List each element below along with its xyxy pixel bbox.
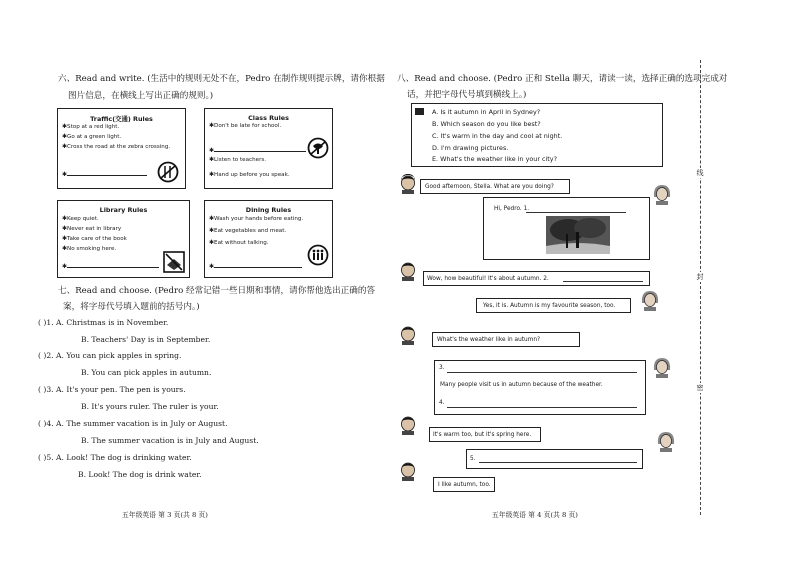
rule-blank-line[interactable]: ✱ bbox=[62, 261, 159, 273]
dialogue-bubble-2: Hi, Pedro. 1. bbox=[483, 197, 650, 260]
question-2-option-b: B. You can pick apples in autumn. bbox=[81, 368, 212, 377]
rule-item: ✱Eat without talking. bbox=[209, 239, 269, 246]
rule-item: ✱No smoking here. bbox=[62, 245, 117, 252]
option-a: A. Is it autumn in April in Sydney? bbox=[432, 108, 541, 116]
question-4-option-b: B. The summer vacation is in July and August. bbox=[81, 436, 259, 445]
pedro-avatar-icon bbox=[398, 259, 418, 281]
dialogue-bubble-7: It's warm too, but it's spring here. bbox=[429, 427, 541, 442]
dialogue-bubble-6: 3. Many people visit us in autumn because of the weather. 4. bbox=[434, 360, 646, 415]
question-3[interactable]: ( )3. A. It's your pen. The pen is yours. bbox=[38, 385, 186, 394]
rule-item: ✱Cross the road at the zebra crossing. bbox=[62, 143, 171, 150]
section6-title-line1: 六、Read and write. (生活中的规则无处不在，Pedro 在制作规则提示牌，请你根据 bbox=[58, 74, 385, 84]
section8-title-line1: 八、Read and choose. (Pedro 正和 Stella 聊天，请读一读，选择正确的选项完成对 bbox=[397, 74, 728, 84]
options-box bbox=[411, 103, 663, 167]
question-2[interactable]: ( )2. A. You can pick apples in spring. bbox=[38, 351, 182, 360]
rule-blank-line[interactable]: ✱ bbox=[209, 261, 302, 273]
dialogue-bubble-3: Wow, how beautiful! It's about autumn. 2. bbox=[423, 271, 650, 286]
no-eating-sign-icon bbox=[157, 161, 179, 183]
question-4[interactable]: ( )4. A. The summer vacation is in July or August. bbox=[38, 419, 228, 428]
pedro-avatar-icon bbox=[398, 323, 418, 345]
class-rules-title: Class Rules bbox=[248, 114, 289, 122]
autumn-tree-picture bbox=[546, 216, 610, 254]
rule-item: ✱Don't be late for school. bbox=[209, 122, 282, 129]
stella-avatar-icon bbox=[656, 430, 676, 452]
library-rules-box bbox=[57, 200, 190, 278]
dialogue-bubble-1: Good afternoon, Stella. What are you doing? bbox=[420, 179, 570, 194]
section7-title-line2: 案，将字母代号填入题前的括号内。) bbox=[63, 302, 200, 312]
pedro-avatar-icon bbox=[398, 459, 418, 481]
pedro-avatar-icon bbox=[398, 413, 418, 435]
library-rules-title: Library Rules bbox=[99, 206, 148, 214]
traffic-rules-title: Traffic(交通) Rules bbox=[90, 115, 153, 123]
pedro-avatar-icon bbox=[398, 172, 418, 194]
binding-char: 密 bbox=[696, 384, 704, 392]
rule-item: ✱Hand up before you speak. bbox=[209, 171, 290, 178]
rule-item: ✱Go at a green light. bbox=[62, 133, 122, 140]
option-d: D. I'm drawing pictures. bbox=[432, 144, 509, 152]
stella-avatar-icon bbox=[652, 183, 672, 205]
traffic-rules-box bbox=[57, 108, 186, 189]
dialogue-bubble-8: 5. bbox=[466, 449, 643, 469]
section8-title-line2: 话，并把字母代号填到横线上。) bbox=[407, 90, 527, 100]
stella-avatar-icon bbox=[652, 356, 672, 378]
question-1[interactable]: ( )1. A. Christmas is in November. bbox=[38, 318, 169, 327]
rule-item: ✱Listen to teachers. bbox=[209, 156, 267, 163]
option-b: B. Which season do you like best? bbox=[432, 120, 541, 128]
rule-item: ✱Never eat in library bbox=[62, 225, 122, 232]
section7-title-line1: 七、Read and choose. (Pedro 经常记错一些日期和事情，请你帮他选出正确的答 bbox=[58, 286, 376, 296]
stella-avatar-icon bbox=[640, 289, 660, 311]
no-food-sign-icon bbox=[307, 137, 329, 159]
question-1-option-b: B. Teachers' Day is in September. bbox=[81, 335, 211, 344]
dialogue-bubble-4: Yes, it is. Autumn is my favourite season, too. bbox=[476, 298, 631, 313]
question-3-option-b: B. It's yours ruler. The ruler is your. bbox=[81, 402, 219, 411]
dialogue-bubble-5: What's the weather like in autumn? bbox=[432, 332, 580, 347]
options-marker-icon bbox=[415, 108, 424, 115]
rule-item: ✱Wash your hands before eating. bbox=[209, 215, 304, 222]
question-5[interactable]: ( )5. A. Look! The dog is drinking water. bbox=[38, 453, 192, 462]
rule-item: ✱Eat vegetables and meat. bbox=[209, 227, 287, 234]
binding-dashed-line bbox=[700, 60, 701, 515]
rule-blank-line[interactable]: ✱ bbox=[209, 145, 306, 157]
rule-blank-line[interactable]: ✱ bbox=[62, 169, 147, 181]
dining-rules-box bbox=[204, 200, 333, 278]
rule-item: ✱Take care of the book bbox=[62, 235, 127, 242]
binding-char: 线 bbox=[696, 169, 704, 177]
question-5-option-b: B. Look! The dog is drink water. bbox=[78, 470, 202, 479]
footer-left: 五年级英语 第 3 页(共 8 页) bbox=[122, 511, 208, 519]
class-rules-box bbox=[204, 108, 333, 189]
no-book-damage-sign-icon bbox=[163, 251, 185, 273]
option-c: C. It's warm in the day and cool at night. bbox=[432, 132, 563, 140]
dialogue-bubble-9: I like autumn, too. bbox=[433, 477, 495, 492]
queue-sign-icon bbox=[307, 244, 329, 266]
rule-item: ✱Keep quiet. bbox=[62, 215, 99, 222]
footer-right: 五年级英语 第 4 页(共 8 页) bbox=[492, 511, 578, 519]
option-e: E. What's the weather like in your city? bbox=[432, 155, 557, 163]
dining-rules-title: Dining Rules bbox=[245, 206, 292, 214]
section6-title-line2: 图片信息，在横线上写出正确的规则。) bbox=[68, 91, 214, 101]
rule-item: ✱Stop at a red light. bbox=[62, 123, 120, 130]
binding-char: 封 bbox=[696, 273, 704, 281]
